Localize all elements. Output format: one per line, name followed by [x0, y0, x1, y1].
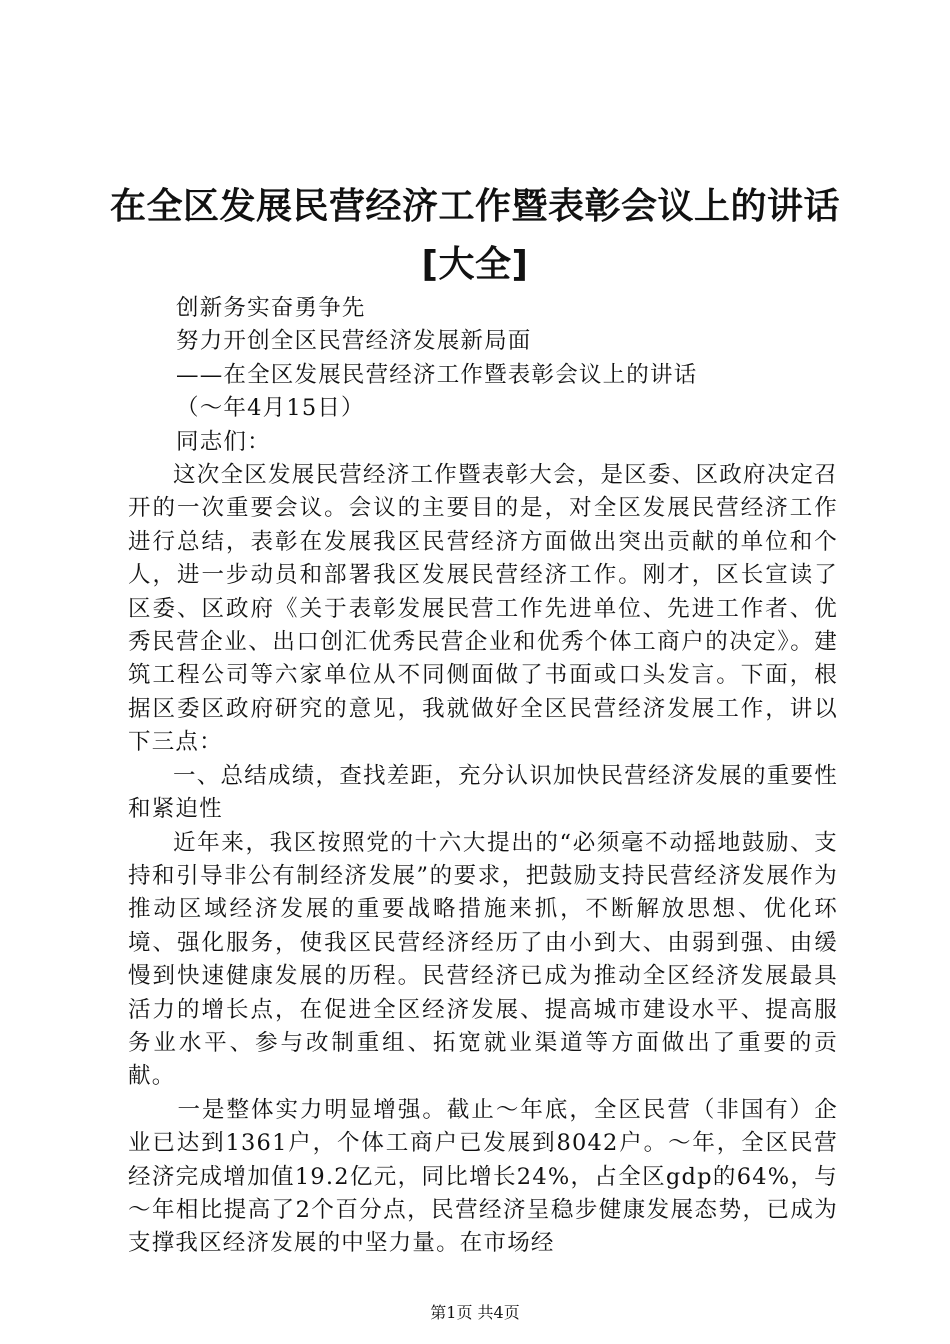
- paragraph-intro: 这次全区发展民营经济工作暨表彰大会，是区委、区政府决定召开的一次重要会议。会议的主要目的是，对全区发展民营经济工作进行总结，表彰在发展我区民营经济方面做出突出贡献的单位和个人，进一步动员和部署我区发展民营经济工作。刚才，区长宣读了区委、区政府《关于表彰发展民营工作先进单位、先进工作者、优秀民营企业、出口创汇优秀民营企业和优秀个体工商户的决定》。建筑工程公司等六家单位从不同侧面做了书面或口头发言。下面，根据区委区政府研究的意见，我就做好全区民营经济发展工作，讲以下三点：: [128, 462, 838, 756]
- document-title: [100, 178, 850, 294]
- speech-date: （～年4月15日）: [176, 395, 365, 422]
- title-line-1: 在全区发展民营经济工作暨表彰会议上的讲话: [109, 186, 840, 227]
- paragraph-strength: 一是整体实力明显增强。截止～年底，全区民营（非国有）企业已达到1361户，个体工商户已发展到8042户。～年，全区民营经济完成增加值19.2亿元，同比增长24%，占全区gdp的64%，与～年相比提高了2个百分点，民营经济呈稳步健康发展态势，已成为支撑我区经济发展的中坚力量。在市场经: [128, 1096, 838, 1257]
- headline-slogan-1: 创新务实奋勇争先: [176, 295, 366, 321]
- document-body: [128, 292, 838, 1261]
- section-heading-1: 一、总结成绩，查找差距，充分认识加快民营经济发展的重要性和紧迫性: [128, 762, 838, 823]
- page-footer: 第1页 共4页: [430, 1303, 520, 1322]
- salutation: 同志们：: [176, 428, 271, 455]
- speech-subtitle: ——在全区发展民营经济工作暨表彰会议上的讲话: [176, 361, 698, 388]
- paragraph-review: 近年来，我区按照党的十六大提出的“必须毫不动摇地鼓励、支持和引导非公有制经济发展”的要求，把鼓励支持民营经济发展作为推动区域经济发展的重要战略措施来抓，不断解放思想、优化环境、强化服务，使我区民营经济经历了由小到大、由弱到强、由缓慢到快速健康发展的历程。民营经济已成为推动全区经济发展最具活力的增长点，在促进全区经济发展、提高城市建设水平、提高服务业水平、参与改制重组、拓宽就业渠道等方面做出了重要的贡献。: [128, 829, 838, 1090]
- headline-slogan-2: 努力开创全区民营经济发展新局面: [176, 328, 532, 355]
- title-line-2: [大全]: [421, 244, 529, 285]
